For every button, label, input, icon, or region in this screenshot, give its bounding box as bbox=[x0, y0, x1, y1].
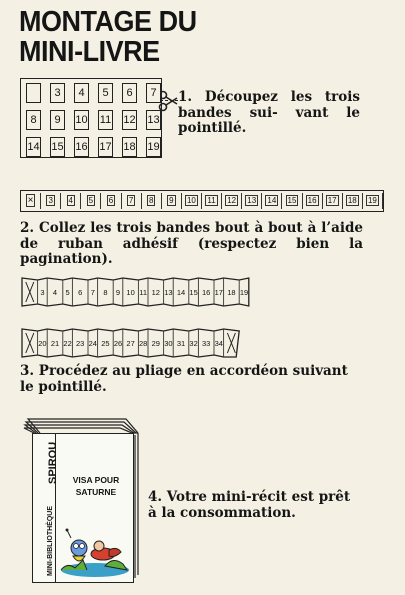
strip-page-cell: 15 bbox=[282, 193, 302, 209]
cover-title bbox=[61, 474, 131, 498]
grid-frame bbox=[20, 78, 162, 158]
accordion-page-number: 25 bbox=[101, 339, 110, 348]
step-4-text: 4. Votre mini-récit est prêt à la consommation. bbox=[148, 489, 351, 521]
accordion-page-number: 8 bbox=[103, 288, 108, 297]
accordion-page-number: 14 bbox=[176, 288, 186, 297]
accordion-page-number: 20 bbox=[38, 339, 47, 348]
title-line-1: MONTAGE DU bbox=[19, 6, 197, 38]
blank-page-cross bbox=[26, 333, 34, 353]
grid-page-cell: 5 bbox=[98, 83, 113, 103]
strip-page-cell: 17 bbox=[323, 193, 343, 209]
book-cover bbox=[32, 433, 134, 583]
cover-title-line-2: SATURNE bbox=[75, 487, 117, 497]
accordion-page-number: 22 bbox=[63, 339, 72, 348]
accordion-page-number: 31 bbox=[176, 339, 186, 348]
accordion-page-number: 32 bbox=[189, 339, 198, 348]
strip-page-cell: 13 bbox=[242, 193, 262, 209]
cover-title-line-1: VISA POUR bbox=[72, 475, 120, 485]
strip-page-cell: 7 bbox=[122, 193, 142, 209]
strip-page-cell: 12 bbox=[222, 193, 242, 209]
accordion-page-number: 10 bbox=[126, 288, 135, 297]
accordion-page-number: 21 bbox=[50, 339, 60, 348]
step-2-text: 2. Collez les trois bandes bout à bout à l’aide de ruban adhésif (respectez bien la pagination). bbox=[20, 220, 363, 267]
accordion-page-number: 29 bbox=[151, 339, 160, 348]
strip-page-cell: 5 bbox=[81, 193, 101, 209]
accordion-page-number: 24 bbox=[88, 339, 97, 348]
strip-page-cell: 4 bbox=[61, 193, 81, 209]
accordion-page-number: 17 bbox=[214, 288, 223, 297]
strip-page-cell: 19 bbox=[363, 193, 383, 209]
strip-page-cell: 11 bbox=[202, 193, 222, 209]
accordion-page-number: 18 bbox=[227, 288, 236, 297]
strip-page-cell: 3 bbox=[41, 193, 61, 209]
strip-page-cell: 16 bbox=[303, 193, 323, 209]
accordion-page-number: 34 bbox=[214, 339, 223, 348]
accordion-page-number: 6 bbox=[78, 288, 83, 297]
book-spine bbox=[33, 434, 59, 582]
accordion-page-number: 12 bbox=[151, 288, 160, 297]
grid-page-cell: 7 bbox=[146, 83, 161, 103]
strip-page-cell: × bbox=[21, 193, 41, 209]
accordion-page-number: 28 bbox=[139, 339, 148, 348]
grid-page-cell: 6 bbox=[122, 83, 137, 103]
accordion-fold-2 bbox=[20, 325, 245, 361]
accordion-page-number: 11 bbox=[139, 288, 148, 297]
step-1-text: 1. Découpez les trois bandes sui- vant le pointillé. bbox=[178, 89, 360, 136]
strip-page-cell: 8 bbox=[142, 193, 162, 209]
accordion-page-number: 9 bbox=[115, 288, 121, 297]
accordion-page-number: 5 bbox=[65, 288, 70, 297]
strip-page-cell: 6 bbox=[101, 193, 121, 209]
title-line-2: MINI-LIVRE bbox=[19, 36, 160, 68]
accordion-page-number: 3 bbox=[40, 288, 45, 297]
strip-page-cell: 9 bbox=[162, 193, 182, 209]
grid-page-cell: 11 bbox=[98, 110, 113, 130]
accordion-page-number: 4 bbox=[52, 288, 58, 297]
grid-page-cell: 12 bbox=[122, 110, 137, 130]
accordion-page-number: 30 bbox=[164, 339, 173, 348]
strip-page-cell: 14 bbox=[262, 193, 282, 209]
grid-page-cell: 19 bbox=[146, 137, 161, 157]
strip-page-cell: 18 bbox=[343, 193, 363, 209]
blank-page-cross bbox=[26, 282, 34, 302]
grid-page-cell: 4 bbox=[74, 83, 89, 103]
cover-illustration bbox=[57, 526, 131, 578]
accordion-page-number: 26 bbox=[113, 339, 123, 348]
grid-page-cell: 13 bbox=[146, 110, 161, 130]
cut-line bbox=[160, 100, 178, 101]
grid-page-cell: 9 bbox=[50, 110, 65, 130]
grid-page-cell: 14 bbox=[26, 137, 41, 157]
accordion-page-number: 13 bbox=[164, 288, 173, 297]
spine-brand: SPIROU bbox=[47, 441, 59, 484]
mini-book bbox=[20, 415, 142, 583]
grid-page-cell: 17 bbox=[98, 137, 113, 157]
grid-page-cell: 15 bbox=[50, 137, 65, 157]
accordion-page-number: 15 bbox=[189, 288, 198, 297]
page-title bbox=[19, 7, 197, 67]
accordion-fold-1 bbox=[20, 274, 249, 310]
accordion-page-number: 16 bbox=[202, 288, 211, 297]
grid-page-cell: 3 bbox=[50, 83, 65, 103]
grid-page-cell bbox=[26, 83, 41, 103]
grid-page-cell: 8 bbox=[26, 110, 41, 130]
grid-page-cell: 10 bbox=[74, 110, 89, 130]
spine-series: MINI-BIBLIOTHÈQUE bbox=[47, 506, 54, 576]
step-3-text: 3. Procédez au pliage en accordéon suivant le pointillé. bbox=[20, 363, 348, 395]
blank-page-cross bbox=[227, 333, 235, 353]
accordion-page-number: 33 bbox=[202, 339, 211, 348]
accordion-page-number: 19 bbox=[239, 288, 249, 297]
grid-page-cell: 18 bbox=[122, 137, 137, 157]
strip-page-cell: 10 bbox=[182, 193, 202, 209]
accordion-page-number: 23 bbox=[76, 339, 85, 348]
accordion-page-number: 27 bbox=[126, 339, 135, 348]
accordion-page-number: 7 bbox=[90, 288, 95, 297]
grid-page-cell: 16 bbox=[74, 137, 89, 157]
joined-strip bbox=[20, 190, 384, 212]
